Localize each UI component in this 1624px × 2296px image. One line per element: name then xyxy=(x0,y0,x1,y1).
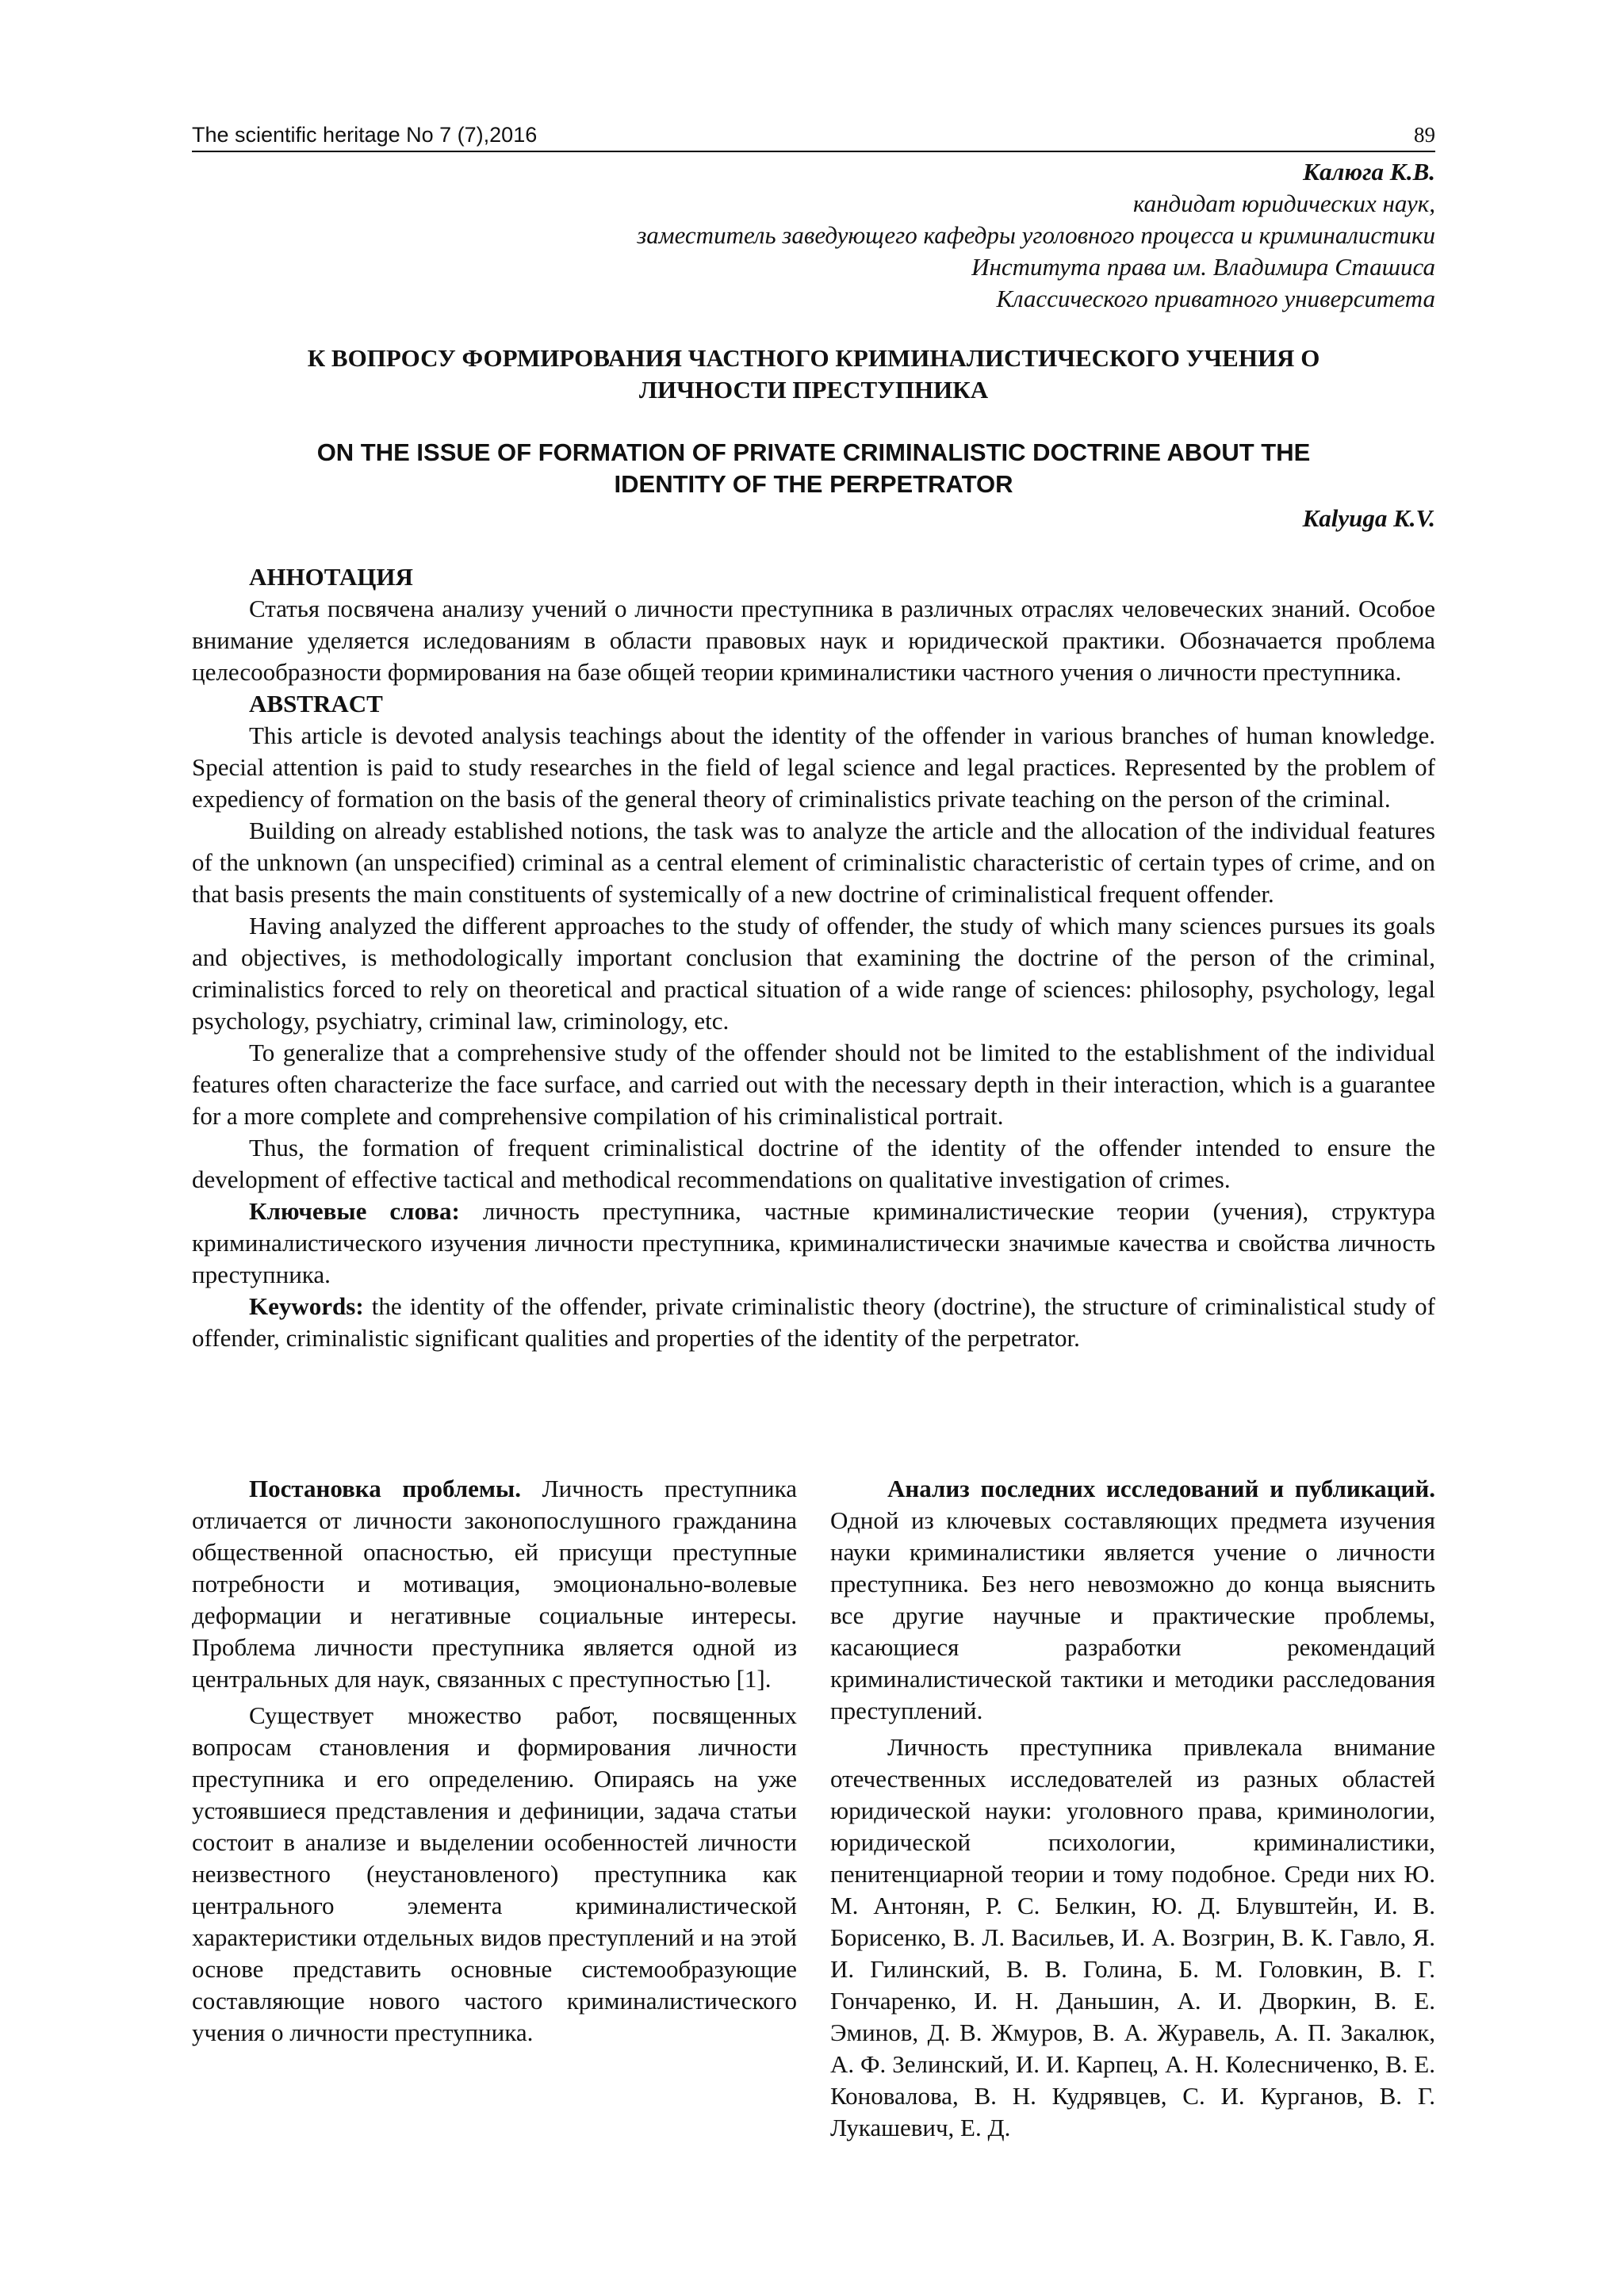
abstract-paragraph: This article is devoted analysis teachings about the identity of the offender in various branches of human knowledge. Special attention is paid to study researches in the field of legal science and legal practices. Represented by the problem of expediency of formation on the basis of the general theory of criminalistics private teaching on the person of the criminal. xyxy=(192,721,1435,813)
abstract-heading: ABSTRACT xyxy=(249,690,383,718)
author-university: Классического приватного университета xyxy=(996,285,1435,312)
body-paragraph xyxy=(192,1473,797,1695)
page-number: 89 xyxy=(1414,123,1435,147)
running-header xyxy=(192,117,1435,152)
journal-name: The scientific heritage No 7 (7),2016 xyxy=(192,123,538,147)
body-column-right xyxy=(830,1473,1435,2149)
annotation-heading: АННОТАЦИЯ xyxy=(249,563,413,591)
abstract-paragraph: To generalize that a comprehensive study of the offender should not be limited to the establishment of the individual features often characterize the face surface, and carried out with the necessary depth in their interaction, which is a guarantee for a more complete and comprehensive compilation of his criminalistical portrait. xyxy=(192,1039,1435,1130)
abstract-paragraph: Having analyzed the different approaches to the study of offender, the study of which many sciences pursues its goals and objectives, is methodologically important conclusion that examining the doctrine of the person of the criminal, criminalistics forced to rely on theoretical and practical situation of a wide range of sciences: philosophy, psychology, legal psychology, psychiatry, criminal law, criminology, etc. xyxy=(192,912,1435,1035)
body-paragraph: Существует множество работ, посвященных вопросам становления и формирования личности преступника и его определению. Опираясь на уже устоявшиеся представления и дефиниции, задача статьи состоит в анализе и выделении особенностей личности неизвестного (неустановленого) преступника как центрального элемента криминалистической характеристики отдельных видов преступлений и на этой основе представить основные системообразующие составляющие нового частого криминалистического учения о личности преступника. xyxy=(192,1701,797,2046)
keywords-ru-text: личность преступника, частные криминалистические теории (учения), структура криминалистического изучения личности преступника, криминалистически значимые качества и свойства личность преступника. xyxy=(192,1197,1435,1288)
keywords-ru xyxy=(192,1196,1435,1291)
paragraph-text: Личность преступника отличается от личности законопослушного гражданина общественной опасностью, ей присущи преступные потребности и мотивация, эмоционально-волевые деформации и негативные социальные интересы. Проблема личности преступника является одной из центральных для наук, связанных с преступностью [1]. xyxy=(192,1475,797,1693)
paragraph-text: Одной из ключевых составляющих предмета изучения науки криминалистики является учение о личности преступника. Без него невозможно до конца выяснить все другие научные и практические проблемы, касающиеся разработки рекомендаций криминалистической тактики и методики расследования преступлений. xyxy=(830,1506,1435,1724)
author-name-en: Kalyuga K.V. xyxy=(1302,504,1435,532)
abstract-paragraph: Thus, the formation of frequent criminalistical doctrine of the identity of the offender intended to ensure the development of effective tactical and methodical recommendations on qualitative investigation of crimes. xyxy=(192,1134,1435,1193)
title-en-line: ON THE ISSUE OF FORMATION OF PRIVATE CRIMINALISTIC DOCTRINE ABOUT THE xyxy=(316,438,1311,466)
title-ru-line: К ВОПРОСУ ФОРМИРОВАНИЯ ЧАСТНОГО КРИМИНАЛИСТИЧЕСКОГО УЧЕНИЯ О xyxy=(307,344,1320,372)
keywords-en-text: the identity of the offender, private criminalistic theory (doctrine), the structure of criminalistical study of offender, criminalistic significant qualities and properties of the identity of the perpetrator. xyxy=(192,1292,1435,1352)
abstract-paragraph: Building on already established notions, the task was to analyze the article and the allocation of the individual features of the unknown (an unspecified) criminal as a central element of criminalistic characteristic of certain types of crime, and on that basis presents the main constituents of systemically of a new doctrine of criminalistical frequent offender. xyxy=(192,817,1435,908)
body-paragraph xyxy=(830,1473,1435,1727)
author-position: заместитель заведующего кафедры уголовного процесса и криминалистики xyxy=(637,221,1435,249)
author-institute: Института права им. Владимира Сташиса xyxy=(971,253,1435,281)
author-info-ru xyxy=(192,156,1435,315)
keywords-en-label: Keywords: xyxy=(249,1292,364,1320)
abstract-section xyxy=(192,561,1435,1354)
body-column-left xyxy=(192,1473,797,2053)
keywords-en xyxy=(192,1291,1435,1354)
article-title-ru xyxy=(192,342,1435,406)
article-title-en xyxy=(192,437,1435,500)
annotation-text: Статья посвячена анализу учений о личности преступника в различных отраслях человеческих знаний. Особое внимание уделяется иследованиям в области правовых наук и юридической практики. Обозначается проблема целесообразности формирования на базе общей теории криминалистики частного учения о личности преступника. xyxy=(192,595,1435,686)
section-heading: Постановка проблемы. xyxy=(249,1475,521,1502)
author-degree: кандидат юридических наук, xyxy=(1132,189,1435,217)
section-heading: Анализ последних исследований и публикаций. xyxy=(887,1475,1435,1502)
title-en-line: IDENTITY OF THE PERPETRATOR xyxy=(614,470,1013,498)
author-name-ru: Калюга К.В. xyxy=(1303,158,1435,186)
body-paragraph: Личность преступника привлекала внимание отечественных исследователей из разных областей юридической науки: уголовного права, криминологии, юридической психологии, криминалистики, пенитенциарной теории и тому подобное. Среди них Ю. М. Антонян, Р. С. Белкин, Ю. Д. Блувштейн, И. В. Борисенко, В. Л. Васильев, И. А. Возгрин, В. К. Гавло, Я. И. Гилинский, В. В. Голина, Б. М. Головкин, В. Г. Гончаренко, И. Н. Даньшин, А. И. Дворкин, В. Е. Эминов, Д. В. Жмуров, В. А. Журавель, А. П. Закалюк, А. Ф. Зелинский, И. И. Карпец, А. Н. Колесниченко, В. Е. Коновалова, В. Н. Кудрявцев, С. И. Курганов, В. Г. Лукашевич, Е. Д. xyxy=(830,1733,1435,2141)
title-ru-line: ЛИЧНОСТИ ПРЕСТУПНИКА xyxy=(638,376,989,404)
keywords-ru-label: Ключевые слова: xyxy=(249,1197,460,1225)
